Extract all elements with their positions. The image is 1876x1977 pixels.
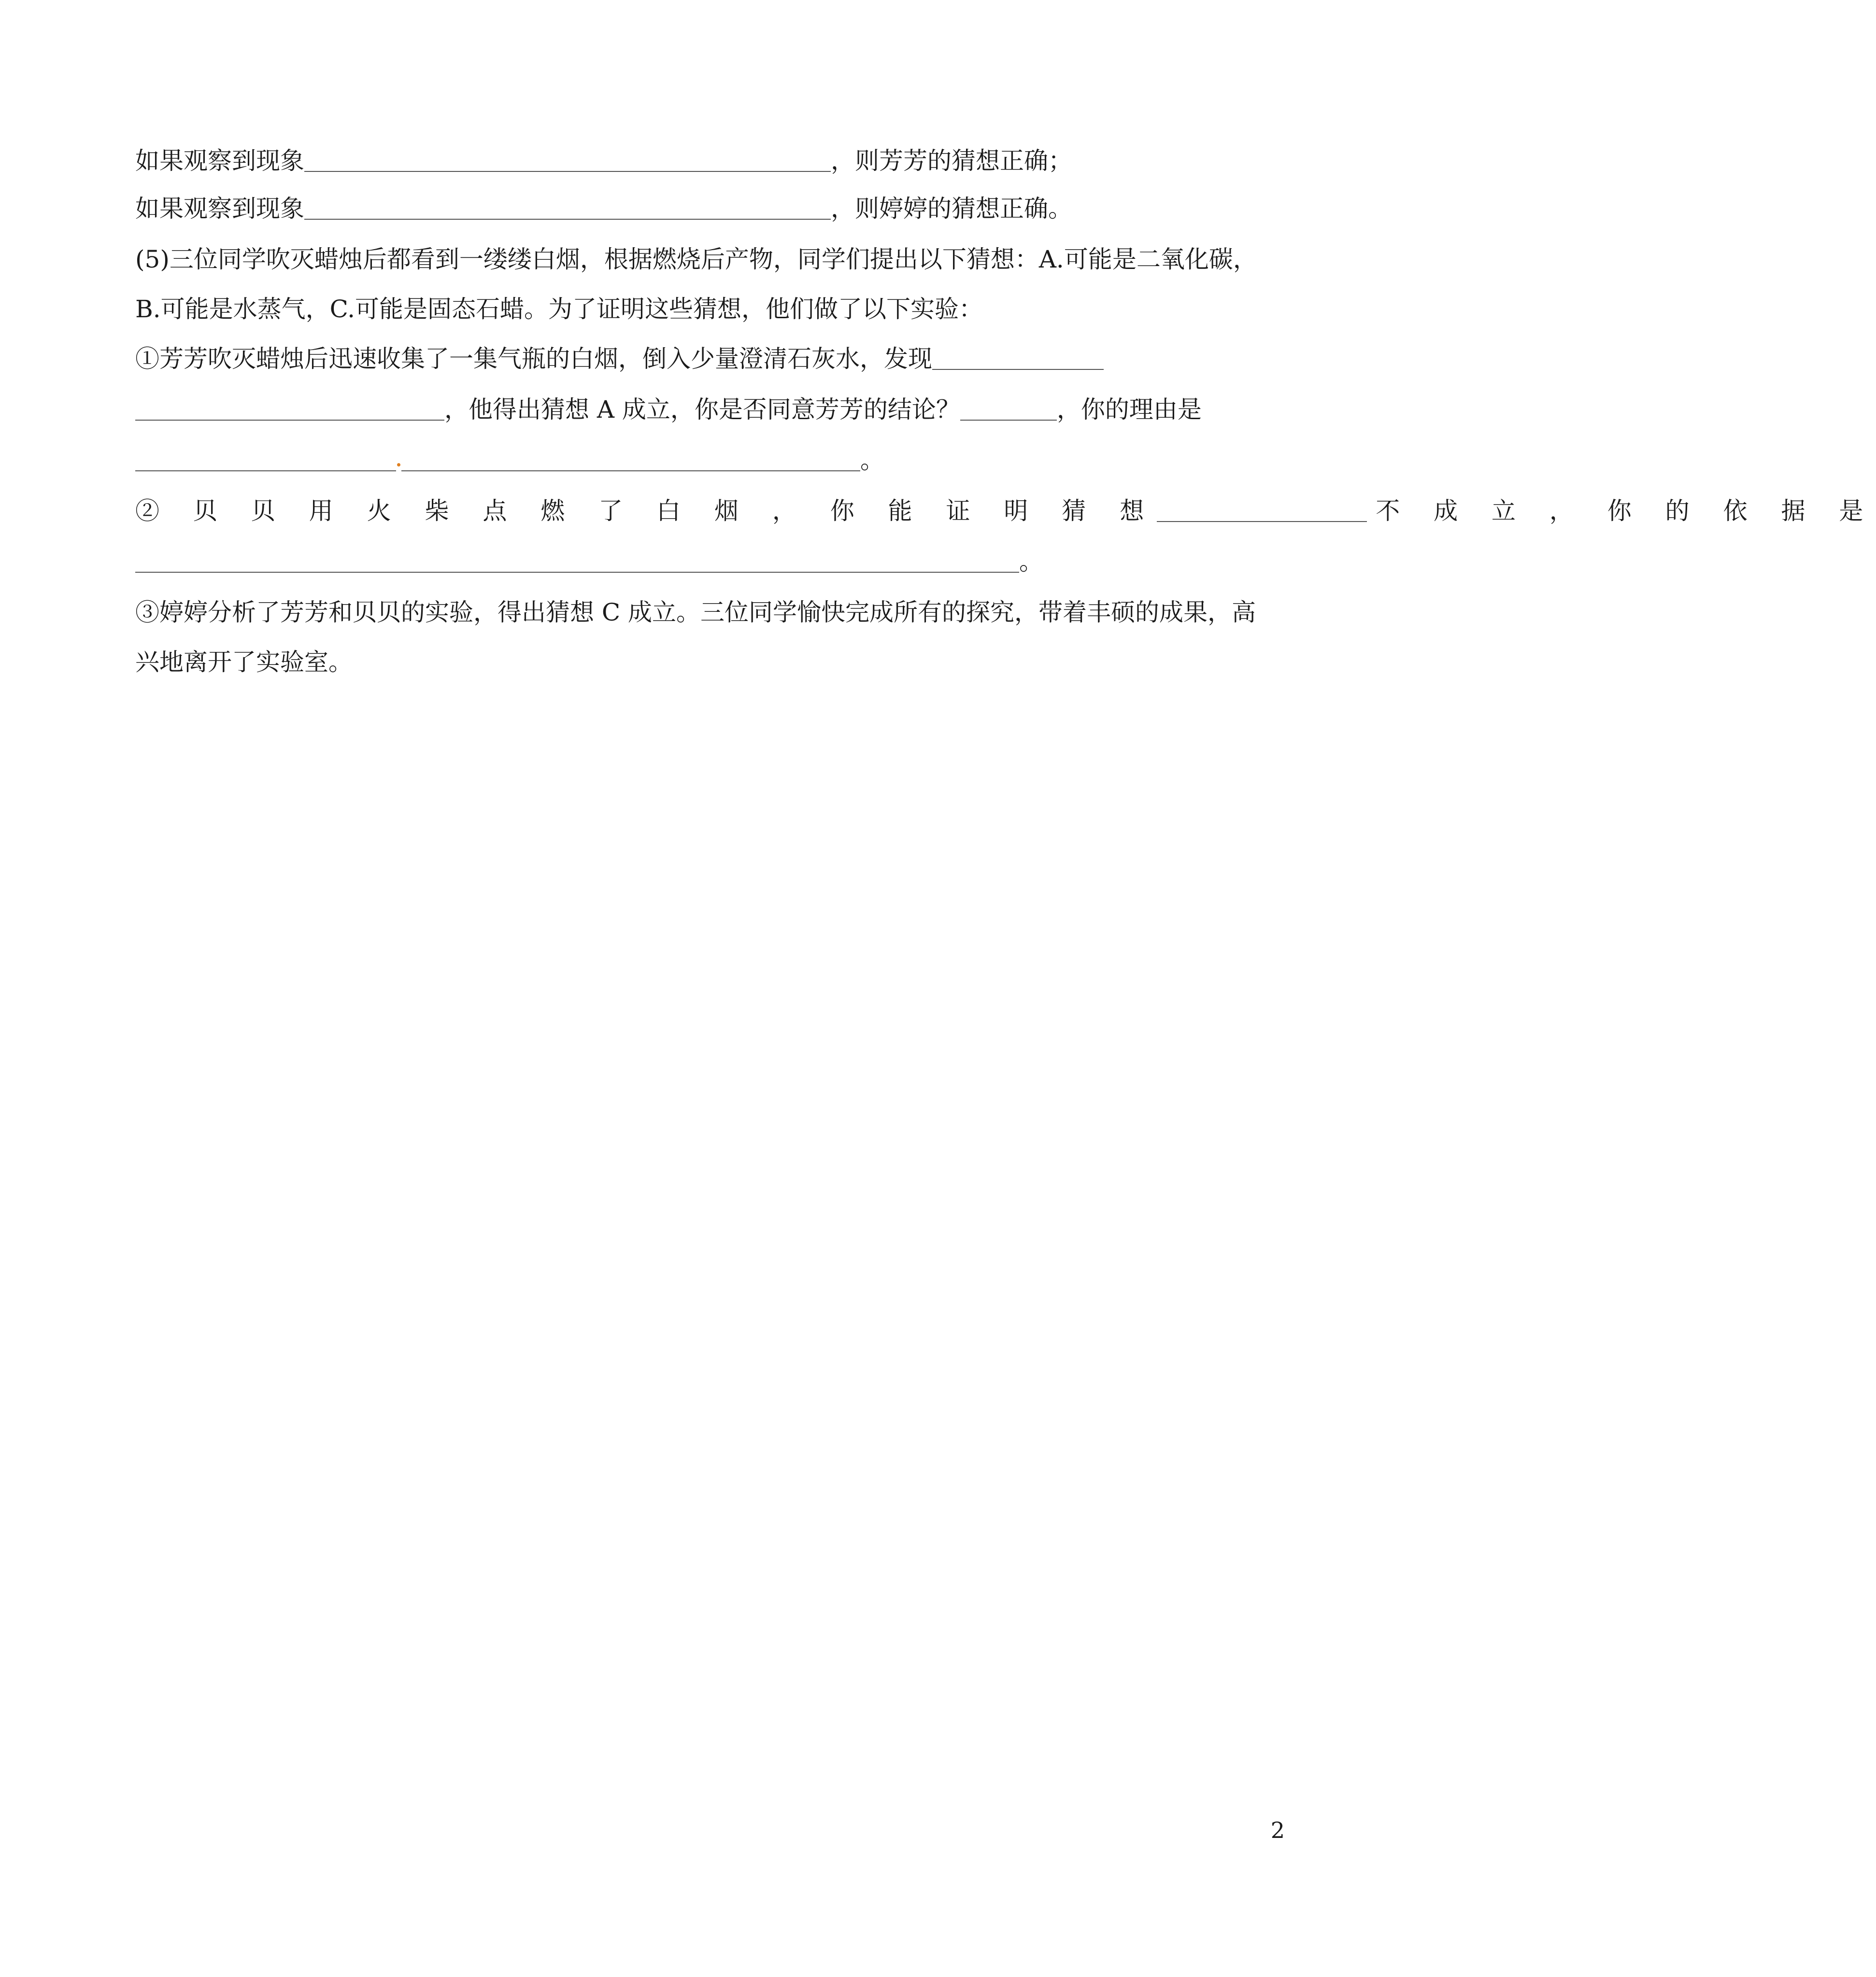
line-text: ①芳芳吹灭蜡烛后迅速收集了一集气瓶的白烟，倒入少量澄清石灰水，发现 <box>135 345 932 373</box>
line-text: ② 贝 贝 用 火 柴 点 燃 了 白 烟 ， 你 能 证 明 猜 想 <box>135 497 1157 525</box>
page-number: 2 <box>1270 1817 1285 1843</box>
line-text: ，则婷婷的猜想正确。 <box>831 195 1072 223</box>
answer-blank[interactable] <box>135 544 1019 573</box>
line-text: 不 成 立 ， 你 的 依 据 是 <box>1376 497 1876 525</box>
experiment-2-line-1 <box>135 487 1876 535</box>
answer-blank[interactable] <box>401 442 860 471</box>
experiment-3-line-2 <box>135 638 1275 686</box>
experiment-3-line-1 <box>135 588 1275 636</box>
experiment-1-line-1 <box>135 335 1275 383</box>
line-text: B.可能是水蒸气，C.可能是固态石蜡。为了证明这些猜想，他们做了以下实验： <box>135 295 983 323</box>
question-5-line-2 <box>135 285 1275 333</box>
line-text: ，则芳芳的猜想正确； <box>831 147 1072 175</box>
line-text: 。 <box>1019 548 1043 576</box>
line-text: (5)三位同学吹灭蜡烛后都看到一缕缕白烟，根据燃烧后产物，同学们提出以下猜想：A.可能是二氧化碳， <box>135 245 1257 273</box>
answer-blank[interactable] <box>1157 493 1367 522</box>
orange-dot <box>397 463 400 466</box>
answer-blank[interactable] <box>932 341 1104 370</box>
question-line-2 <box>135 184 1275 233</box>
question-5-line-1 <box>135 235 1275 283</box>
line-text: 如果观察到现象 <box>135 195 304 223</box>
line-text: ，他得出猜想 A 成立，你是否同意芳芳的结论？ <box>444 395 960 424</box>
answer-blank[interactable] <box>135 392 444 421</box>
answer-blank[interactable] <box>304 143 831 172</box>
question-line-1 <box>135 137 1275 185</box>
line-text: 。 <box>860 446 884 474</box>
line-text: 兴地离开了实验室。 <box>135 648 353 676</box>
experiment-2-line-2 <box>135 537 1275 586</box>
line-text: ③婷婷分析了芳芳和贝贝的实验，得出猜想 C 成立。三位同学愉快完成所有的探究，带着丰硕的成果，高 <box>135 598 1256 626</box>
answer-blank[interactable] <box>135 442 396 471</box>
line-text: 如果观察到现象 <box>135 147 304 175</box>
experiment-1-line-2 <box>135 385 1275 434</box>
experiment-1-line-3 <box>135 436 1275 484</box>
answer-blank[interactable] <box>304 191 831 220</box>
line-text: ，你的理由是 <box>1056 395 1202 424</box>
answer-blank[interactable] <box>960 392 1057 421</box>
